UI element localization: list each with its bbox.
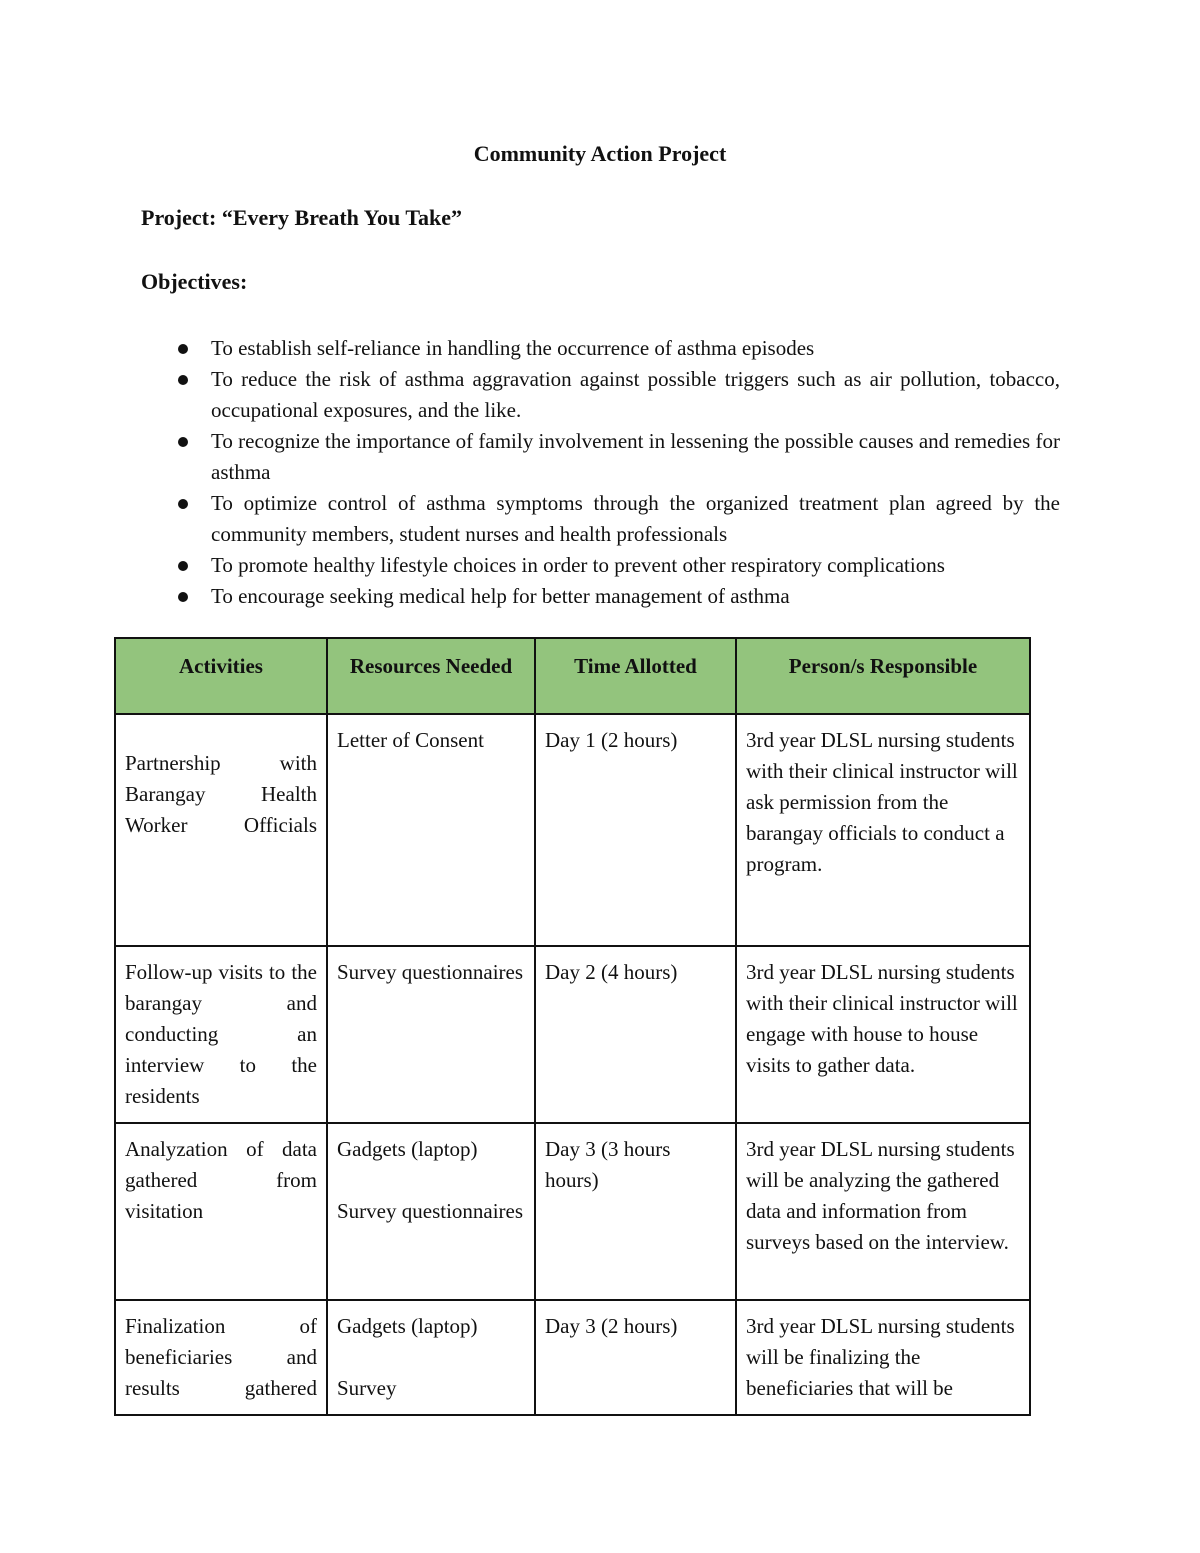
bullet-icon — [178, 592, 188, 602]
resource-item: Letter of Consent — [337, 728, 484, 752]
objective-text: To reduce the risk of asthma aggravation against possible triggers such as air pollution, tobacco, occupational exposures, and the like. — [211, 367, 1060, 422]
resource-item: Survey questionnaires — [337, 1199, 524, 1223]
bullet-icon — [178, 437, 188, 447]
objective-text: To promote healthy lifestyle choices in order to prevent other respiratory complications — [211, 553, 945, 577]
objective-text: To recognize the importance of family involvement in lessening the possible causes and remedies for asthma — [211, 429, 1060, 484]
resources-cell — [327, 1123, 535, 1300]
header-persons-responsible: Person/s Responsible — [736, 638, 1030, 714]
table-header-row — [115, 638, 1030, 714]
resource-item: Survey — [337, 1376, 397, 1400]
resource-item: Gadgets (laptop) — [337, 1137, 478, 1161]
activity-cell: Analyzation of data gathered from visitation — [115, 1123, 327, 1300]
resource-spacer — [337, 1342, 525, 1373]
objective-item — [178, 333, 1060, 364]
bullet-icon — [178, 344, 188, 354]
responsible-cell: 3rd year DLSL nursing students will be analyzing the gathered data and information from surveys based on the interview. — [736, 1123, 1030, 1300]
resources-cell — [327, 1300, 535, 1415]
objective-item — [178, 426, 1060, 488]
objective-text: To optimize control of asthma symptoms through the organized treatment plan agreed by the community members, student nurses and health professionals — [211, 491, 1060, 546]
resources-cell — [327, 714, 535, 946]
objective-text: To encourage seeking medical help for better management of asthma — [211, 584, 790, 608]
objectives-heading: Objectives: — [141, 269, 248, 294]
activity-cell: Follow-up visits to the barangay and conducting an interview to the residents — [115, 946, 327, 1123]
objective-item — [178, 488, 1060, 550]
responsible-cell: 3rd year DLSL nursing students with their clinical instructor will engage with house to house visits to gather data. — [736, 946, 1030, 1123]
responsible-cell: 3rd year DLSL nursing students with their clinical instructor will ask permission from the barangay officials to conduct a program. — [736, 714, 1030, 946]
resource-spacer — [337, 1165, 525, 1196]
header-time-allotted: Time Allotted — [535, 638, 736, 714]
activity-cell: Finalization of beneficiaries and results gathered — [115, 1300, 327, 1415]
bullet-icon — [178, 499, 188, 509]
project-name: Project: “Every Breath You Take” — [141, 205, 463, 230]
resources-cell — [327, 946, 535, 1123]
resource-item: Gadgets (laptop) — [337, 1314, 478, 1338]
time-cell: Day 3 (3 hours hours) — [535, 1123, 736, 1300]
document-title: Community Action Project — [473, 141, 727, 166]
table-row — [115, 1123, 1030, 1300]
activity-cell: Partnership with Barangay Health Worker Officials — [115, 714, 327, 946]
table-row — [115, 714, 1030, 946]
time-cell: Day 1 (2 hours) — [535, 714, 736, 946]
action-plan-table — [114, 637, 1031, 1416]
table-row — [115, 1300, 1030, 1415]
time-cell: Day 3 (2 hours) — [535, 1300, 736, 1415]
objective-item — [178, 550, 1060, 581]
responsible-cell: 3rd year DLSL nursing students will be finalizing the beneficiaries that will be — [736, 1300, 1030, 1415]
time-cell: Day 2 (4 hours) — [535, 946, 736, 1123]
header-resources-needed: Resources Needed — [327, 638, 535, 714]
bullet-icon — [178, 561, 188, 571]
objective-item — [178, 364, 1060, 426]
table-row — [115, 946, 1030, 1123]
objective-item — [178, 581, 1060, 612]
bullet-icon — [178, 375, 188, 385]
objectives-list — [178, 333, 1060, 612]
header-activities: Activities — [115, 638, 327, 714]
objective-text: To establish self-reliance in handling the occurrence of asthma episodes — [211, 336, 815, 360]
resource-item: Survey questionnaires — [337, 960, 524, 984]
